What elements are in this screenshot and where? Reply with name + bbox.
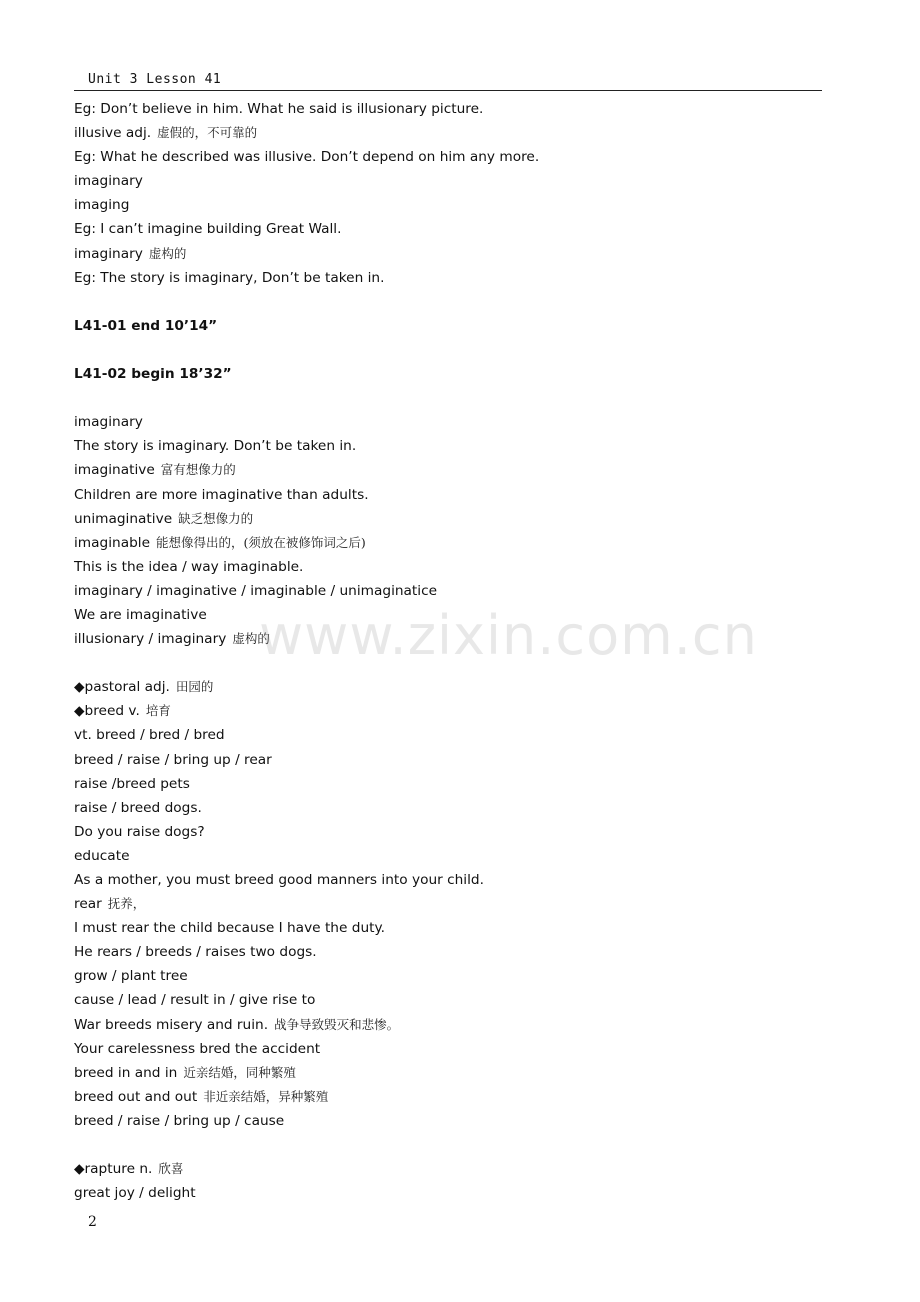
text-line [74,675,834,699]
text-line [74,434,834,458]
text-line [74,892,834,916]
text-line [74,483,834,507]
text-line [74,266,834,290]
english-text: breed out and out [74,1088,198,1105]
english-text: He rears / breeds / raises two dogs. [74,944,317,961]
english-text: imaging [74,197,130,214]
section-marker [74,314,834,338]
english-text: L41-02 begin 18’32” [74,366,232,383]
chinese-gloss: 富有想像力的 [160,462,236,478]
blank-line [74,651,834,675]
text-line [74,940,834,964]
text-line [74,217,834,241]
text-line [74,699,834,723]
chinese-gloss: 缺乏想像力的 [178,510,254,526]
english-text: educate [74,847,130,864]
chinese-gloss: 田园的 [175,679,214,695]
watermark: www.zixin.com.cn [259,604,758,667]
text-line [74,193,834,217]
english-text: imaginary [74,414,143,431]
page-number: 2 [88,1214,97,1230]
text-line [74,1085,834,1109]
english-text: imaginative [74,462,155,479]
page-header [74,70,822,91]
chinese-gloss: 培育 [145,703,171,719]
english-text: L41-01 end 10’14” [74,317,218,334]
chinese-gloss: 非近亲结婚，异种繁殖 [203,1088,329,1104]
english-text: breed / raise / bring up / cause [74,1112,285,1129]
text-line [74,1109,834,1133]
chinese-gloss: 虚假的，不可靠的 [157,125,258,141]
english-text: This is the idea / way imaginable. [74,558,304,575]
english-text: grow / plant tree [74,968,188,985]
chinese-gloss: 近亲结婚，同种繁殖 [183,1064,296,1080]
text-line [74,507,834,531]
text-line [74,1181,834,1205]
english-text: imaginable [74,534,150,551]
text-line [74,579,834,603]
english-text: ◆pastoral adj. [74,679,170,696]
english-text: Eg: The story is imaginary, Don’t be taken in. [74,269,385,286]
text-line [74,603,834,627]
blank-line [74,1133,834,1157]
english-text: ◆rapture n. [74,1161,153,1178]
chinese-gloss: 虚构的 [148,245,187,261]
text-line [74,772,834,796]
english-text: Children are more imaginative than adults. [74,486,369,503]
text-line [74,1037,834,1061]
text-line [74,1061,834,1085]
text-line [74,145,834,169]
text-line [74,169,834,193]
english-text: ◆breed v. [74,703,140,720]
english-text: Eg: What he described was illusive. Don’t depend on him any more. [74,149,540,166]
section-marker [74,362,834,386]
english-text: vt. breed / bred / bred [74,727,225,744]
text-line [74,988,834,1012]
header-title: Unit 3 Lesson 41 [88,72,222,87]
blank-line [74,338,834,362]
english-text: cause / lead / result in / give rise to [74,992,316,1009]
english-text: breed / raise / bring up / rear [74,751,272,768]
chinese-gloss: 欣喜 [158,1161,184,1177]
english-text: Your carelessness bred the accident [74,1040,321,1057]
english-text: We are imaginative [74,606,207,623]
chinese-gloss: 战争导致毁灭和悲惨。 [274,1016,400,1032]
english-text: The story is imaginary. Don’t be taken in. [74,438,357,455]
text-line [74,844,834,868]
text-line [74,916,834,940]
english-text: raise /breed pets [74,775,190,792]
english-text: illusionary / imaginary [74,631,227,648]
english-text: I must rear the child because I have the duty. [74,920,385,937]
english-text: imaginary [74,173,143,190]
chinese-gloss: 抚养， [107,896,146,912]
text-line [74,410,834,434]
text-line [74,627,834,651]
english-text: rear [74,896,102,913]
text-line [74,1013,834,1037]
text-line [74,121,834,145]
english-text: great joy / delight [74,1185,196,1202]
text-line [74,748,834,772]
english-text: raise / breed dogs. [74,799,202,816]
english-text: As a mother, you must breed good manners into your child. [74,872,484,888]
english-text: Do you raise dogs? [74,823,205,840]
blank-line [74,386,834,410]
blank-line [74,290,834,314]
chinese-gloss: 能想像得出的，(须放在被修饰词之后) [156,534,366,550]
english-text: Eg: Don’t believe in him. What he said is illusionary picture. [74,101,484,117]
text-line [74,964,834,988]
text-line [74,868,834,892]
text-line [74,97,834,121]
english-text: imaginary / imaginative / imaginable / unimaginatice [74,582,438,599]
english-text: illusive adj. [74,125,152,142]
text-line [74,555,834,579]
english-text: imaginary [74,245,143,262]
text-line [74,1157,834,1181]
text-line [74,458,834,482]
english-text: War breeds misery and ruin. [74,1016,269,1033]
text-line [74,820,834,844]
english-text: unimaginative [74,510,173,527]
text-line [74,531,834,555]
english-text: breed in and in [74,1064,178,1081]
text-line [74,723,834,747]
english-text: Eg: I can’t imagine building Great Wall. [74,221,342,238]
text-line [74,242,834,266]
chinese-gloss: 虚构的 [232,631,270,647]
text-line [74,796,834,820]
document-body [74,97,834,1205]
